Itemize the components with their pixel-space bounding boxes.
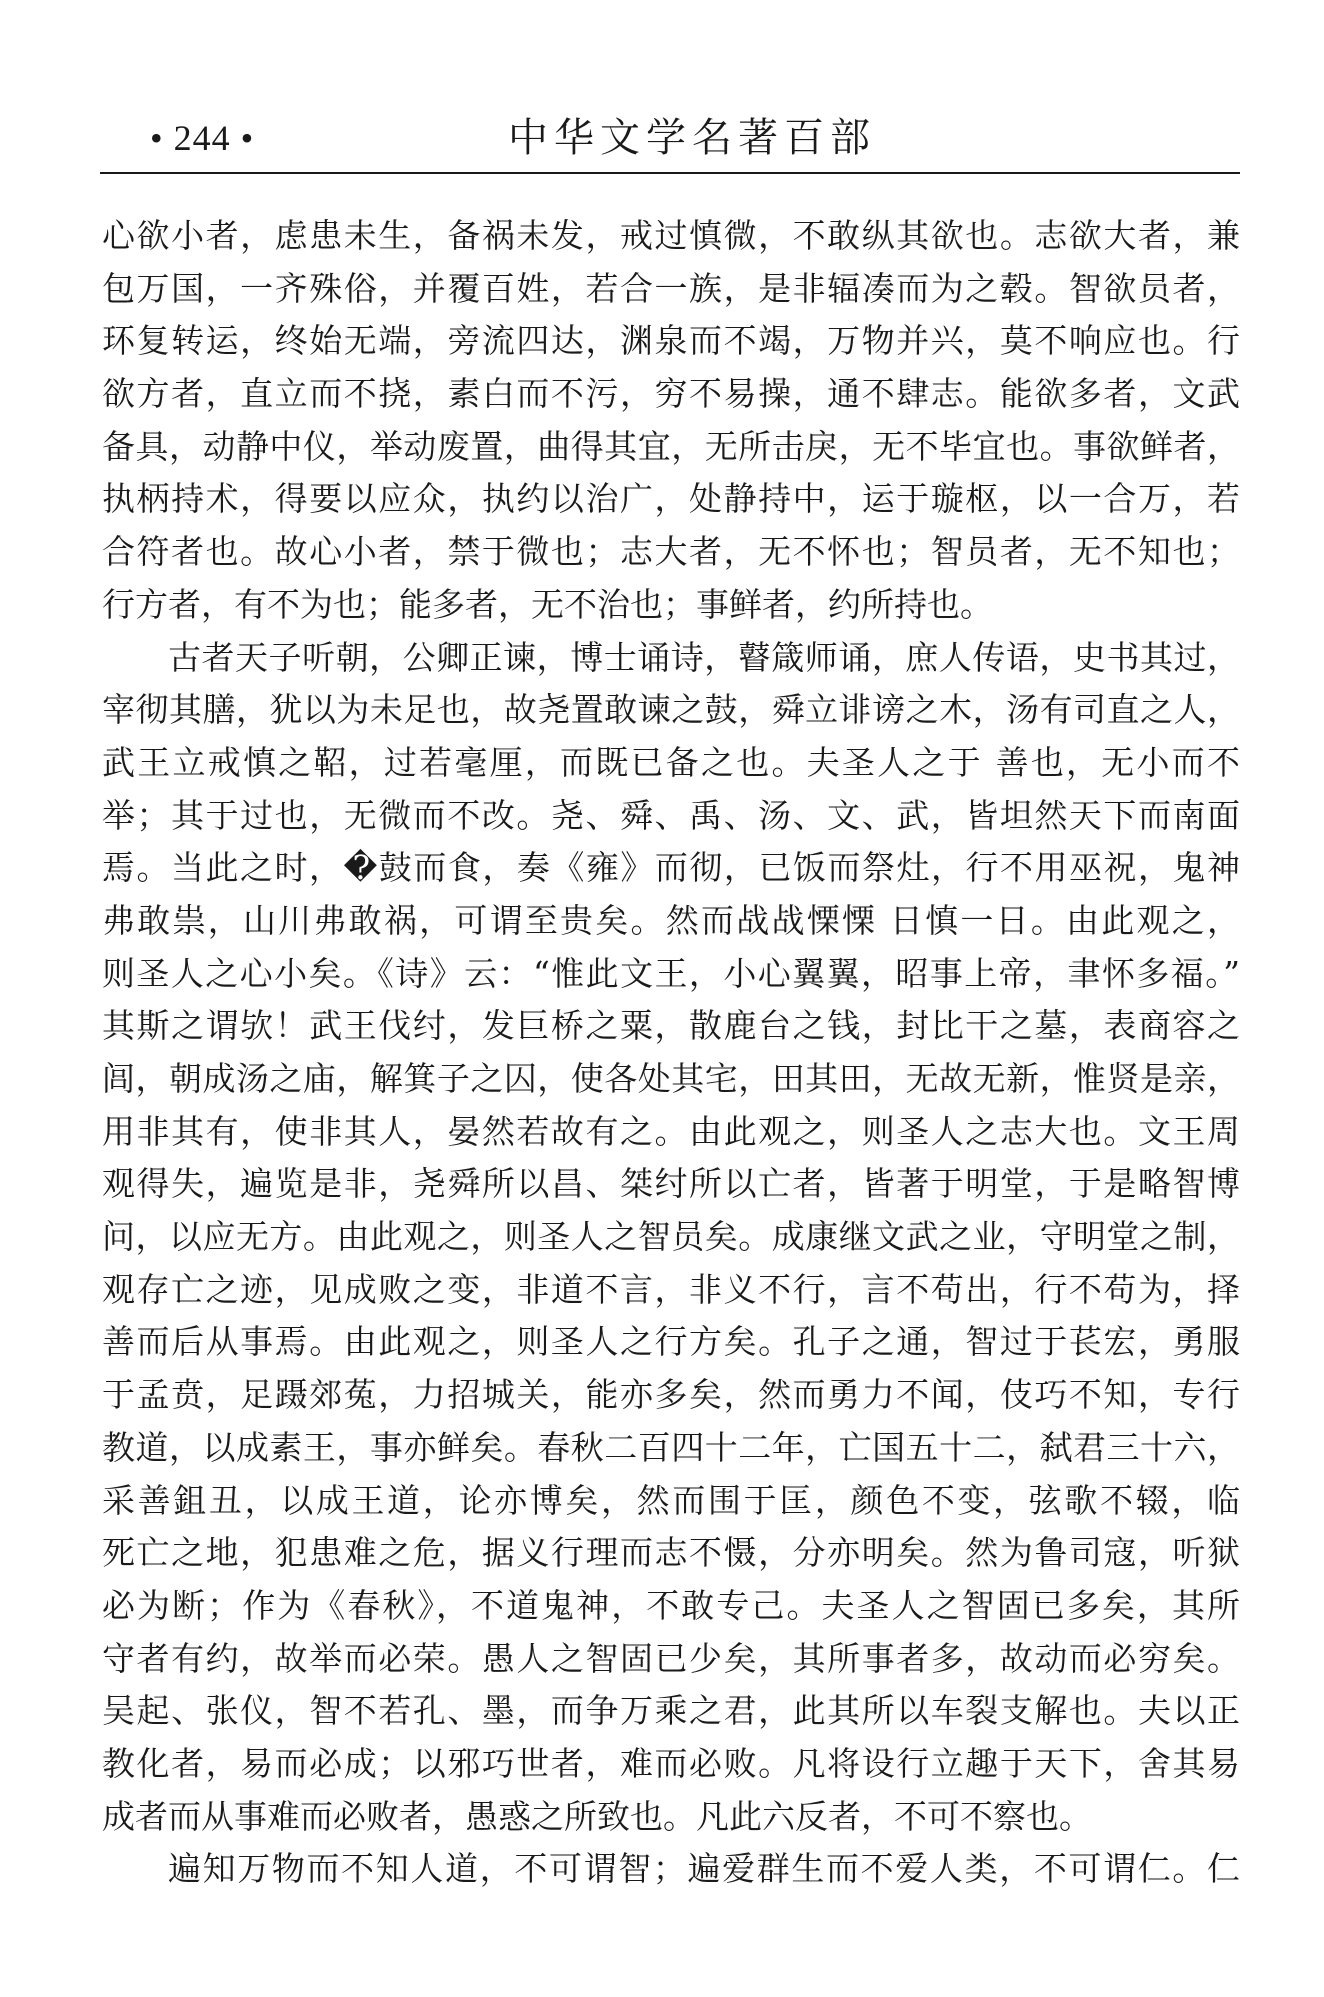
text-line: 吴起、张仪，智不若孔、墨，而争万乘之君，此其所以车裂支解也。夫以正 [102,1691,1240,1731]
text-line: 武王立戒慎之鞀，过若毫厘，而既已备之也。夫圣人之于 善也，无小而不 [102,742,1240,782]
running-header [100,112,1240,172]
text-line: 于孟贲，足蹑郊菟，力招城关，能亦多矣，然而勇力不闻，伎巧不知，专行 [102,1375,1240,1415]
text-line: 合符者也。故心小者，禁于微也；志大者，无不怀也；智员者，无不知也； [102,532,1240,572]
text-line: 执柄持术，得要以应众，执约以治广，处静持中，运于璇枢，以一合万，若 [102,479,1240,519]
text-line: 宰彻其膳，犹以为未足也，故尧置敢谏之鼓，舜立诽谤之木，汤有司直之人， [102,690,1240,730]
text-line: 成者而从事难而必败者，愚惑之所致也。凡此六反者，不可不察也。 [102,1796,1092,1836]
text-line: 观得失，遍览是非，尧舜所以昌、桀纣所以亡者，皆著于明堂，于是略智博 [102,1164,1240,1204]
text-line: 必为断；作为《春秋》，不道鬼神，不敢专己。夫圣人之智固已多矣，其所 [102,1585,1240,1625]
page-number: • 244 • [150,118,255,158]
text-line: 教化者，易而必成；以邪巧世者，难而必败。凡将设行立趣于天下，舍其易 [102,1743,1240,1783]
text-line: 行方者，有不为也；能多者，无不治也；事鲜者，约所持也。 [102,584,993,624]
text-line: 包万国，一齐殊俗，并覆百姓，若合一族，是非辐凑而为之毂。智欲员者， [102,268,1240,308]
text-line: 遍知万物而不知人道，不可谓智；遍爱群生而不爱人类，不可谓仁。仁 [168,1849,1240,1889]
text-line: 观存亡之迹，见成败之变，非道不言，非义不行，言不苟出，行不苟为，择 [102,1269,1240,1309]
text-line: 焉。当此之时，�鼓而食，奏《雍》而彻，已饭而祭灶，行不用巫祝，鬼神 [102,848,1240,888]
text-line: 问，以应无方。由此观之，则圣人之智员矣。成康继文武之业，守明堂之制， [102,1217,1240,1257]
text-line: 守者有约，故举而必荣。愚人之智固已少矣，其所事者多，故动而必穷矣。 [102,1638,1240,1678]
header-divider [100,172,1240,174]
text-line: 教道，以成素王，事亦鲜矣。春秋二百四十二年，亡国五十二，弑君三十六， [102,1427,1240,1467]
text-line: 善而后从事焉。由此观之，则圣人之行方矣。孔子之通，智过于苌宏，勇服 [102,1322,1240,1362]
text-line: 举；其于过也，无微而不改。尧、舜、禹、汤、文、武，皆坦然天下而南面 [102,795,1240,835]
text-line: 欲方者，直立而不挠，素白而不污，穷不易操，通不肆志。能欲多者，文武 [102,374,1240,414]
text-line: 备具，动静中仪，举动废置，曲得其宜，无所击戾，无不毕宜也。事欲鲜者， [102,426,1240,466]
text-line: 心欲小者，虑患未生，备祸未发，戒过慎微，不敢纵其欲也。志欲大者，兼 [102,216,1240,255]
text-line: 环复转运，终始无端，旁流四达，渊泉而不竭，万物并兴，莫不响应也。行 [102,321,1240,361]
text-line: 闾，朝成汤之庙，解箕子之囚，使各处其宅，田其田，无故无新，惟贤是亲， [102,1059,1240,1098]
text-line: 其斯之谓欤！武王伐纣，发巨桥之粟，散鹿台之钱，封比干之墓，表商容之 [102,1006,1240,1046]
text-line: 死亡之地，犯患难之危，据义行理而志不慑，分亦明矣。然为鲁司寇，听狱 [102,1533,1240,1573]
text-line: 古者天子听朝，公卿正谏，博士诵诗，瞽箴师诵，庶人传语，史书其过， [168,637,1240,677]
text-line: 弗敢祟，山川弗敢祸，可谓至贵矣。然而战战慄慄 日慎一日。由此观之， [102,900,1240,940]
text-line: 采善鉏丑，以成王道，论亦博矣，然而围于匡，颜色不变，弦歌不辍，临 [102,1480,1240,1520]
book-title: 中华文学名著百部 [508,115,876,161]
text-line: 用非其有，使非其人，晏然若故有之。由此观之，则圣人之志大也。文王周 [102,1111,1240,1151]
body-text [102,210,1240,1896]
text-line: 则圣人之心小矣。《诗》云：“惟此文王，小心翼翼，昭事上帝，聿怀多福。” [102,953,1240,993]
